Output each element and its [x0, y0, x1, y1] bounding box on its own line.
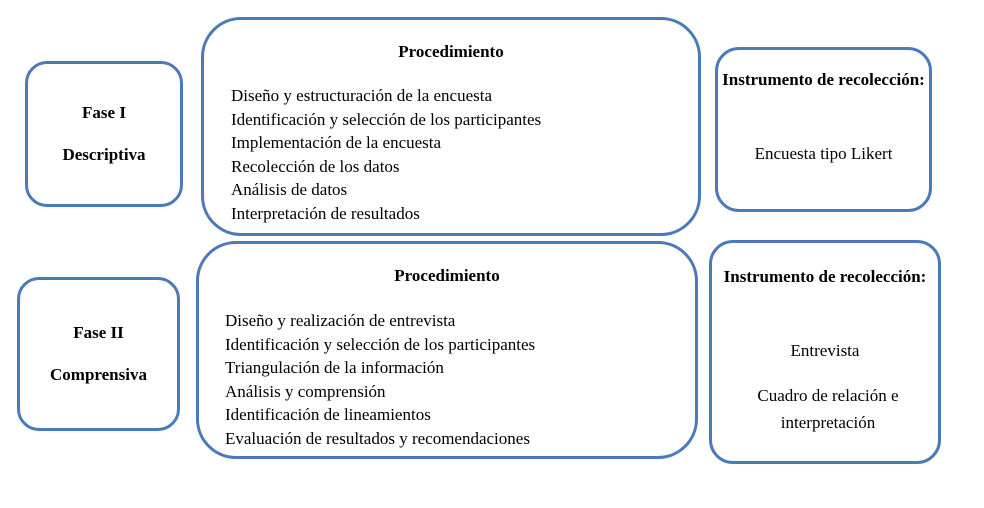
procedure-2-steps [225, 309, 535, 450]
procedure-2-title: Procedimiento [394, 266, 500, 285]
procedure-1-box [201, 17, 701, 236]
procedure-1-title: Procedimiento [398, 42, 504, 61]
procedure-2-step: Evaluación de resultados y recomendaciones [225, 428, 530, 448]
procedure-2-box [196, 241, 698, 459]
procedure-1-step: Implementación de la encuesta [231, 133, 442, 152]
procedure-1-step: Análisis de datos [231, 180, 348, 199]
instrument-1-item: Encuesta tipo Likert [754, 144, 893, 163]
phase-2-type: Comprensiva [50, 365, 147, 384]
instrument-2-title: Instrumento de recolección: [723, 267, 927, 286]
procedure-2-step: Análisis y comprensión [225, 381, 386, 401]
procedure-2-step: Identificación de lineamientos [225, 405, 431, 424]
procedure-2-step: Diseño y realización de entrevista [225, 311, 456, 330]
instrument-2-item: Entrevista [790, 341, 860, 360]
procedure-1-step: Interpretación de resultados [231, 203, 420, 223]
procedure-1-step: Diseño y estructuración de la encuesta [231, 86, 493, 105]
procedure-2-step: Identificación y selección de los participantes [225, 334, 536, 354]
phase-1-box [25, 61, 183, 207]
phase-2-box [17, 277, 180, 431]
procedure-1-steps [231, 84, 541, 225]
phase-1-type: Descriptiva [62, 145, 146, 164]
instrument-2-box [709, 240, 941, 464]
procedure-1-step: Identificación y selección de los participantes [231, 109, 542, 129]
instrument-1-title: Instrumento de recolección: [722, 70, 925, 89]
phase-1-name: Fase I [82, 103, 126, 122]
instrument-2-item: Cuadro de relación e interpretación [757, 386, 899, 432]
instrument-1-box [715, 47, 932, 212]
procedure-1-step: Recolección de los datos [231, 156, 400, 176]
procedure-2-step: Triangulación de la información [225, 358, 444, 377]
phase-2-name: Fase II [73, 323, 124, 342]
